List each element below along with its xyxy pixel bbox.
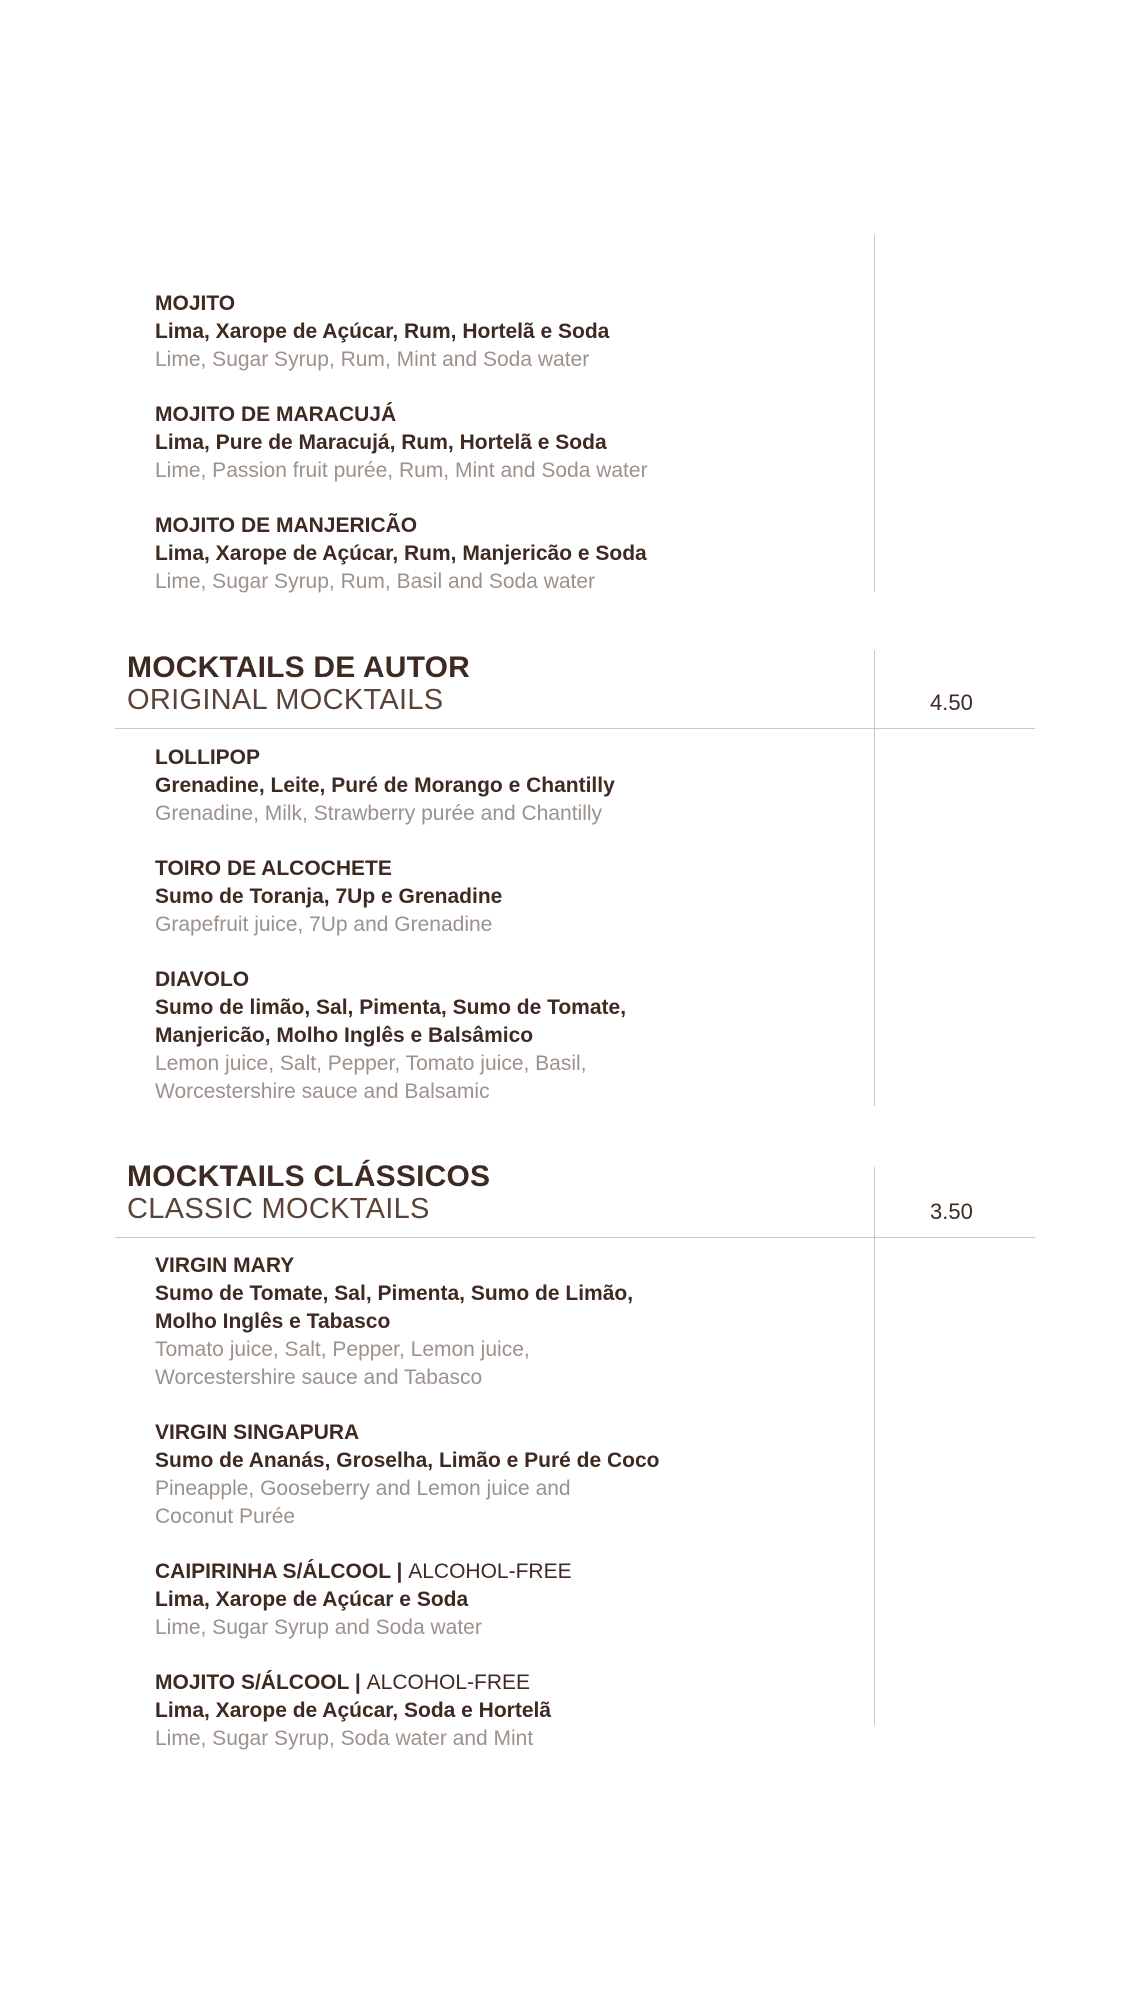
item-description-en: Lime, Sugar Syrup, Rum, Basil and Soda water	[155, 570, 596, 593]
item-description-en: Lime, Sugar Syrup, Soda water and Mint	[155, 1727, 534, 1750]
item-description-pt: Lima, Xarope de Açúcar, Rum, Manjericão e Soda	[155, 542, 647, 565]
column-divider-autor	[874, 650, 875, 1106]
section-title-autor: MOCKTAILS DE AUTOR	[127, 651, 471, 684]
item-name: LOLLIPOP	[155, 746, 260, 769]
item-name: MOJITO DE MANJERICÃO	[155, 514, 418, 537]
item-description-en: Tomato juice, Salt, Pepper, Lemon juice,	[155, 1338, 530, 1361]
section-title-classicos: MOCKTAILS CLÁSSICOS	[127, 1160, 491, 1193]
menu-item-toiro-de-alcochete	[155, 855, 855, 939]
item-description-en: Coconut Purée	[155, 1505, 296, 1528]
item-description-pt: Manjericão, Molho Inglês e Balsâmico	[155, 1024, 534, 1047]
item-description-pt: Lima, Xarope de Açúcar, Rum, Hortelã e Soda	[155, 320, 610, 343]
menu-item-mojito-sem-alcool	[155, 1669, 855, 1753]
item-name-text: CAIPIRINHA S/ÁLCOOL |	[155, 1560, 403, 1583]
menu-item-virgin-singapura	[155, 1419, 855, 1531]
item-description-en: Lime, Sugar Syrup, Rum, Mint and Soda water	[155, 348, 590, 371]
item-description-pt: Lima, Xarope de Açúcar, Soda e Hortelã	[155, 1699, 552, 1722]
section-divider-autor	[115, 728, 1035, 729]
column-divider-top	[874, 235, 875, 592]
item-name: VIRGIN MARY	[155, 1254, 295, 1277]
alcohol-free-tag: ALCOHOL-FREE	[408, 1560, 572, 1583]
menu-item-diavolo	[155, 966, 855, 1106]
item-name	[155, 1669, 855, 1697]
item-description-pt: Sumo de Ananás, Groselha, Limão e Puré de Coco	[155, 1449, 660, 1472]
menu-item-virgin-mary	[155, 1252, 855, 1392]
menu-item-mojito-manjericao	[155, 512, 855, 596]
item-description-en: Worcestershire sauce and Tabasco	[155, 1366, 483, 1389]
section-price-classicos: 3.50	[930, 1199, 973, 1224]
item-description-en: Pineapple, Gooseberry and Lemon juice and	[155, 1477, 571, 1500]
item-description-en: Grenadine, Milk, Strawberry purée and Chantilly	[155, 802, 603, 825]
item-description-en: Lime, Sugar Syrup and Soda water	[155, 1616, 482, 1639]
alcohol-free-tag: ALCOHOL-FREE	[366, 1671, 531, 1694]
item-description-pt: Sumo de Toranja, 7Up e Grenadine	[155, 885, 503, 908]
menu-item-caipirinha-sem-alcool	[155, 1558, 855, 1642]
item-name: DIAVOLO	[155, 968, 250, 991]
section-subtitle-autor: ORIGINAL MOCKTAILS	[127, 684, 444, 716]
column-divider-classicos	[874, 1167, 875, 1725]
item-description-pt: Grenadine, Leite, Puré de Morango e Chantilly	[155, 774, 615, 797]
item-description-en: Lime, Passion fruit purée, Rum, Mint and Soda water	[155, 459, 648, 482]
menu-item-mojito	[155, 290, 855, 374]
item-description-en: Lemon juice, Salt, Pepper, Tomato juice, Basil,	[155, 1052, 587, 1075]
item-description-pt: Sumo de limão, Sal, Pimenta, Sumo de Tomate,	[155, 996, 627, 1019]
section-price-autor: 4.50	[930, 690, 973, 715]
item-name: VIRGIN SINGAPURA	[155, 1421, 360, 1444]
menu-item-lollipop	[155, 744, 855, 828]
item-name: MOJITO	[155, 292, 236, 315]
item-name: TOIRO DE ALCOCHETE	[155, 857, 392, 880]
menu-item-mojito-maracuja	[155, 401, 855, 485]
item-description-pt: Lima, Pure de Maracujá, Rum, Hortelã e Soda	[155, 431, 607, 454]
item-description-en: Worcestershire sauce and Balsamic	[155, 1080, 490, 1103]
item-description-pt: Sumo de Tomate, Sal, Pimenta, Sumo de Limão,	[155, 1282, 634, 1305]
section-subtitle-classicos: CLASSIC MOCKTAILS	[127, 1193, 430, 1225]
item-description-pt: Lima, Xarope de Açúcar e Soda	[155, 1588, 469, 1611]
item-description-pt: Molho Inglês e Tabasco	[155, 1310, 391, 1333]
item-name-text: MOJITO S/ÁLCOOL |	[155, 1671, 361, 1694]
section-divider-classicos	[115, 1237, 1035, 1238]
item-description-en: Grapefruit juice, 7Up and Grenadine	[155, 913, 493, 936]
item-name: MOJITO DE MARACUJÁ	[155, 403, 397, 426]
item-name	[155, 1558, 855, 1586]
